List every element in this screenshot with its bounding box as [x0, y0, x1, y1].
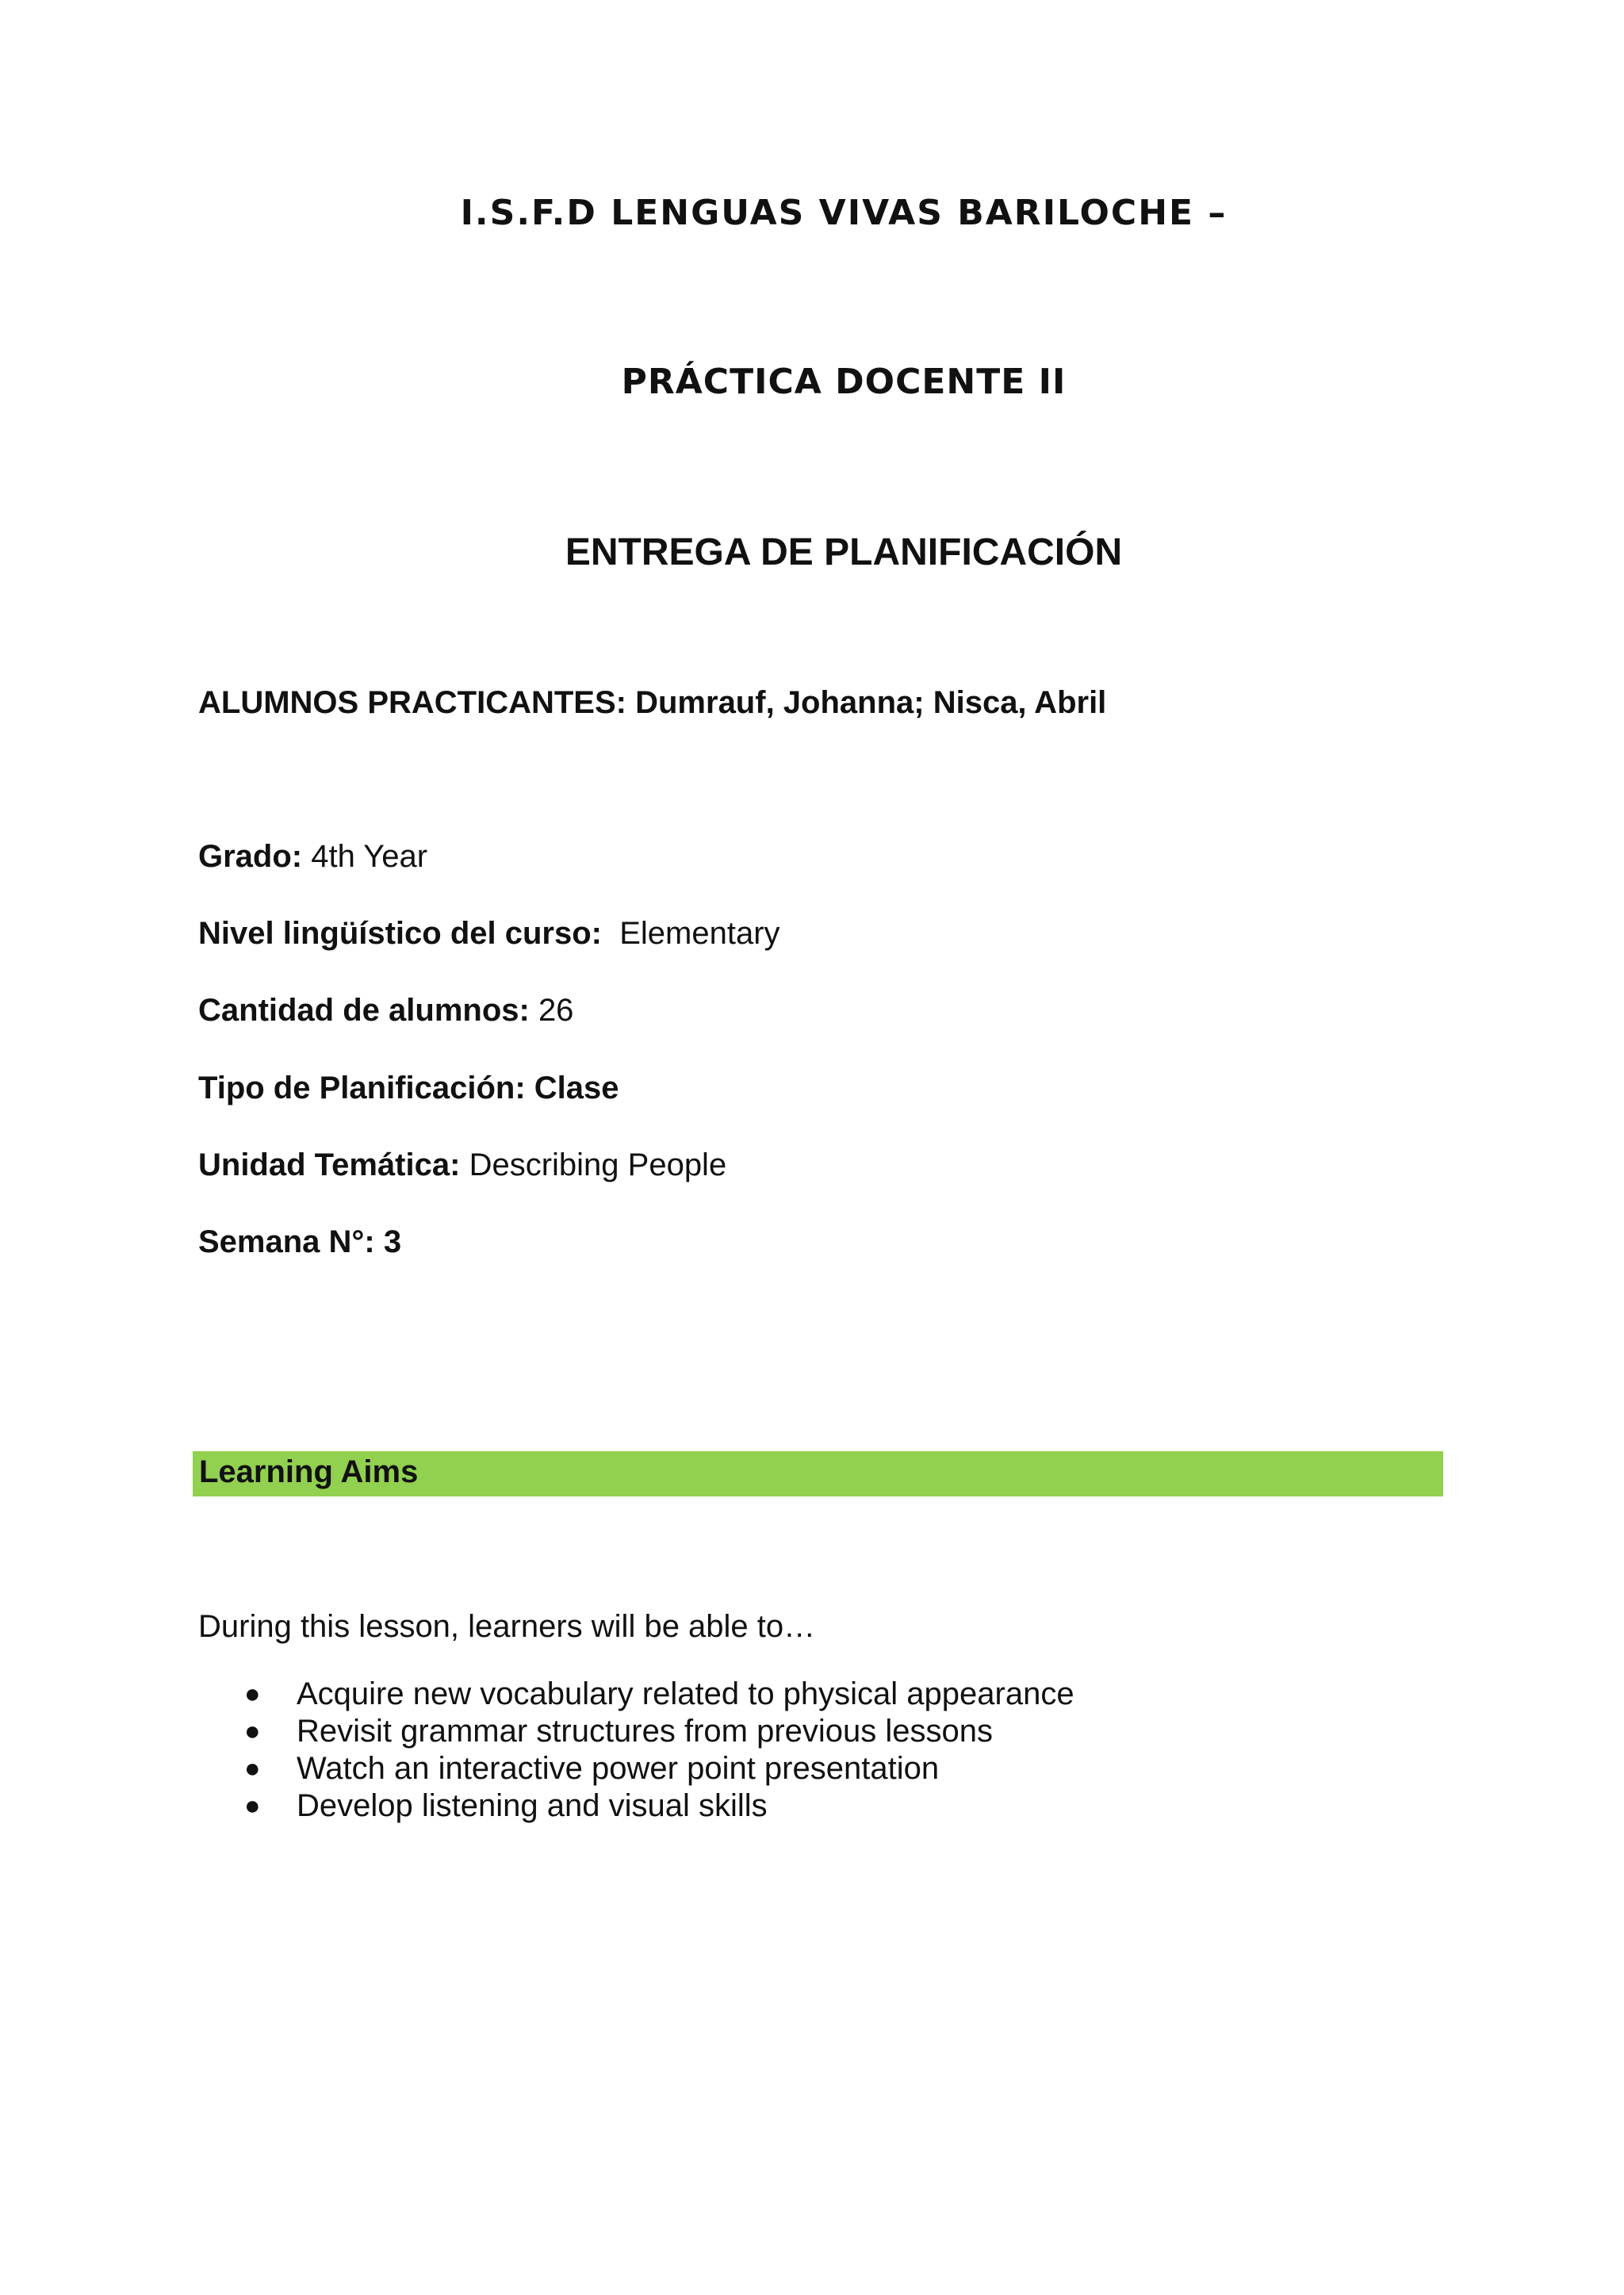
unidad-label: Unidad Temática:: [198, 1148, 461, 1182]
learning-aims-heading: Learning Aims: [199, 1454, 419, 1489]
bullet-icon: ●: [244, 1791, 261, 1821]
field-nivel: [198, 916, 780, 952]
students-label: ALUMNOS PRACTICANTES:: [198, 685, 626, 720]
bullet-icon: ●: [244, 1679, 261, 1709]
field-unidad: [198, 1148, 726, 1183]
aims-list: [238, 1676, 1074, 1825]
cantidad-label: Cantidad de alumnos:: [198, 993, 530, 1028]
nivel-value: Elementary: [619, 916, 780, 951]
list-item: [238, 1787, 1074, 1825]
nivel-label: Nivel lingüístico del curso:: [198, 916, 602, 951]
bullet-icon: ●: [244, 1753, 261, 1784]
field-tipo: [198, 1071, 619, 1106]
bullet-icon: ●: [244, 1716, 261, 1746]
aim-text: Acquire new vocabulary related to physical appearance: [297, 1676, 1074, 1711]
aim-text: Develop listening and visual skills: [297, 1788, 768, 1823]
list-item: [238, 1676, 1074, 1713]
list-item: [238, 1750, 1074, 1787]
field-cantidad: [198, 993, 573, 1029]
course-title: PRÁCTICA DOCENTE II: [621, 362, 1067, 402]
grado-label: Grado:: [198, 839, 303, 874]
grado-value: 4th Year: [311, 839, 428, 874]
students-line: [198, 685, 1106, 721]
students-value: Dumrauf, Johanna; Nisca, Abril: [635, 685, 1107, 720]
field-grado: [198, 839, 427, 875]
semana-value: 3: [383, 1224, 402, 1259]
document-type-title: ENTREGA DE PLANIFICACIÓN: [565, 531, 1123, 573]
tipo-value: Clase: [534, 1071, 619, 1105]
aims-intro: During this lesson, learners will be able to…: [198, 1609, 816, 1644]
learning-aims-heading-bar: [193, 1451, 1443, 1496]
aim-text: Watch an interactive power point presentation: [297, 1751, 940, 1786]
unidad-value: Describing People: [469, 1148, 727, 1182]
institution-title: I.S.F.D LENGUAS VIVAS BARILOCHE –: [460, 193, 1228, 233]
cantidad-value: 26: [538, 993, 574, 1028]
semana-label: Semana N°:: [198, 1224, 375, 1259]
tipo-label: Tipo de Planificación:: [198, 1071, 526, 1105]
field-semana: [198, 1224, 401, 1260]
list-item: [238, 1713, 1074, 1750]
aim-text: Revisit grammar structures from previous lessons: [297, 1714, 994, 1749]
